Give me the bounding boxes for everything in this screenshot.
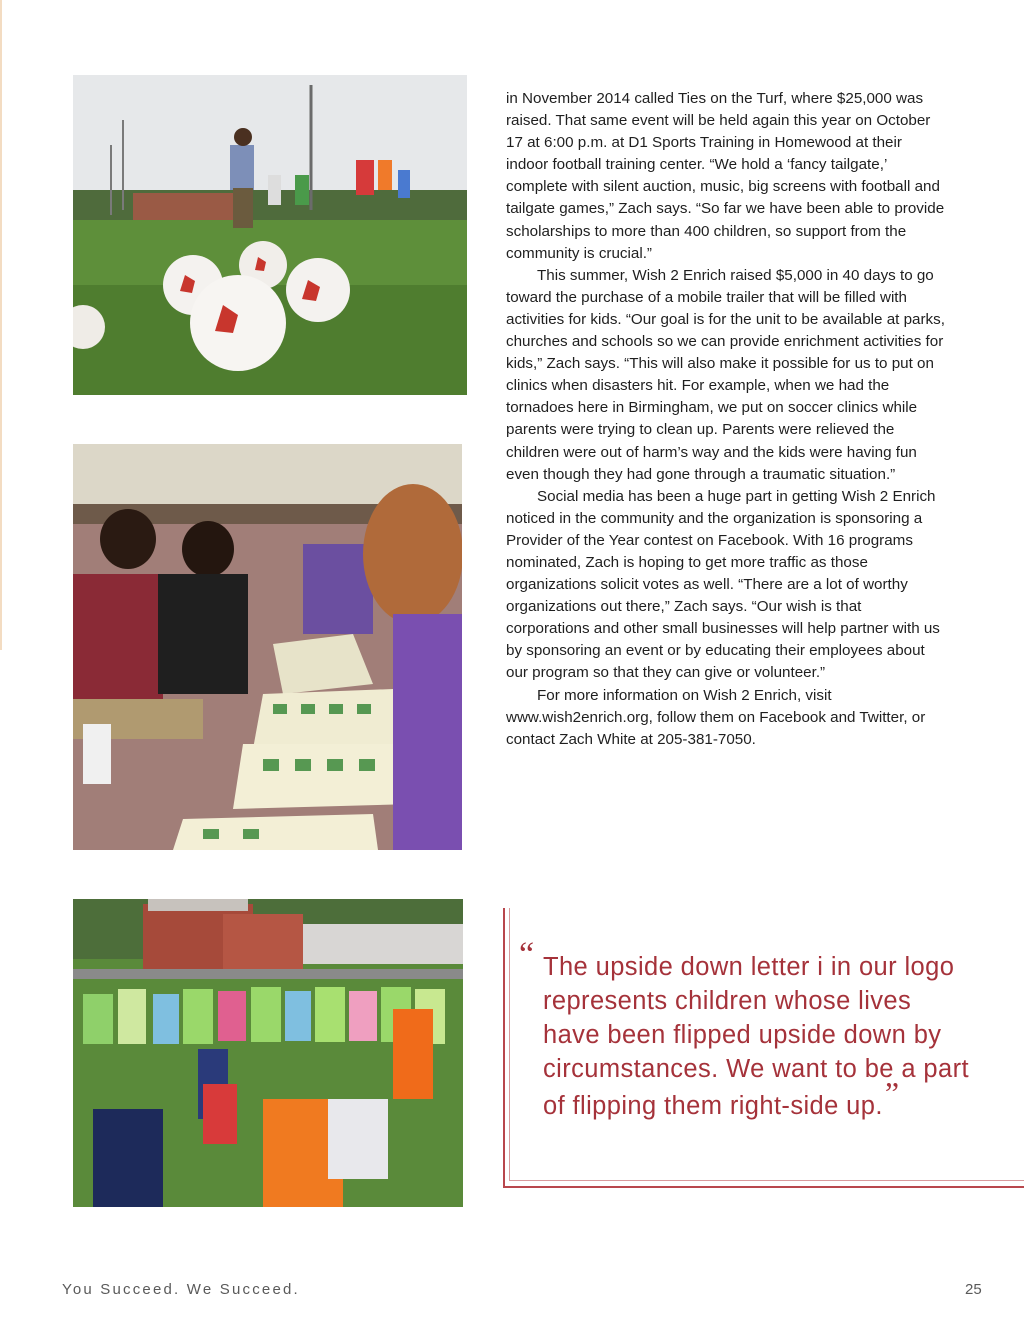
- open-quote-mark: “: [519, 936, 535, 973]
- quote-border-left-inner: [509, 908, 510, 1180]
- article-paragraph-3: Social media has been a huge part in getting Wish 2 Enrich noticed in the community and the organization is sponsoring a Provider of the Year contest on Facebook. With 16 programs nominated, Zach is hoping to get more traffic as those organizations solicit votes as well. “There are a lot of worthy organizations out there,” Zach says. “Our wish is that corporations and other small businesses will help partner with us by sponsoring an event or by educating their employees about our program so that they can give or volunteer.”: [506, 487, 940, 682]
- soccer-balls-photo: [73, 75, 467, 395]
- close-quote-mark: ”: [884, 1075, 900, 1111]
- pull-quote-box: [503, 908, 1024, 1188]
- quote-border-bottom: [503, 1186, 1024, 1188]
- page-edge-rule: [0, 0, 2, 650]
- kids-outdoor-activity-photo: [73, 899, 463, 1207]
- quote-border-bottom-inner: [509, 1180, 1024, 1181]
- footer-tagline: You Succeed. We Succeed.: [62, 1281, 300, 1298]
- page-number: 25: [965, 1281, 982, 1298]
- article-paragraph-2: This summer, Wish 2 Enrich raised $5,000 in 40 days to go toward the purchase of a mobile trailer that will be filled with activities for kids. “Our goal is for the unit to be available at parks, churches and schools so we can provide enrichment activities for kids,” Zach says. “This will also make it possible for us to put on clinics when disasters hit. For example, when we had the tornadoes here in Birmingham, we put on soccer clinics while parents were trying to clean up. Parents were relieved the children were out of harm’s way and the kids were having fun even though they had gone through a traumatic situation.”: [506, 266, 945, 483]
- article-paragraph-4: For more information on Wish 2 Enrich, visit www.wish2enrich.org, follow them on Facebook and Twitter, or contact Zach White at 205-381-7050.: [506, 686, 926, 748]
- article-paragraph-1: in November 2014 called Ties on the Turf, where $25,000 was raised. That same event will be held again this year on October 17 at 6:00 p.m. at D1 Sports Training in Homewood at their indoor football training center. “We hold a ‘fancy tailgate,’ complete with silent auction, music, big screens with football and tailgate games,” Zach says. “So far we have been able to provide scholarships to more than 400 children, so support from the community is crucial.”: [506, 90, 945, 262]
- article-body: [506, 88, 946, 751]
- pull-quote-text: [543, 950, 973, 1123]
- pull-quote-body: The upside down letter i in our logo represents children whose lives have been flipped upside down by circumstances. We want to be a part of flipping them right-side up.: [543, 953, 969, 1120]
- quote-border-left: [503, 908, 505, 1188]
- chess-game-photo: [73, 444, 462, 850]
